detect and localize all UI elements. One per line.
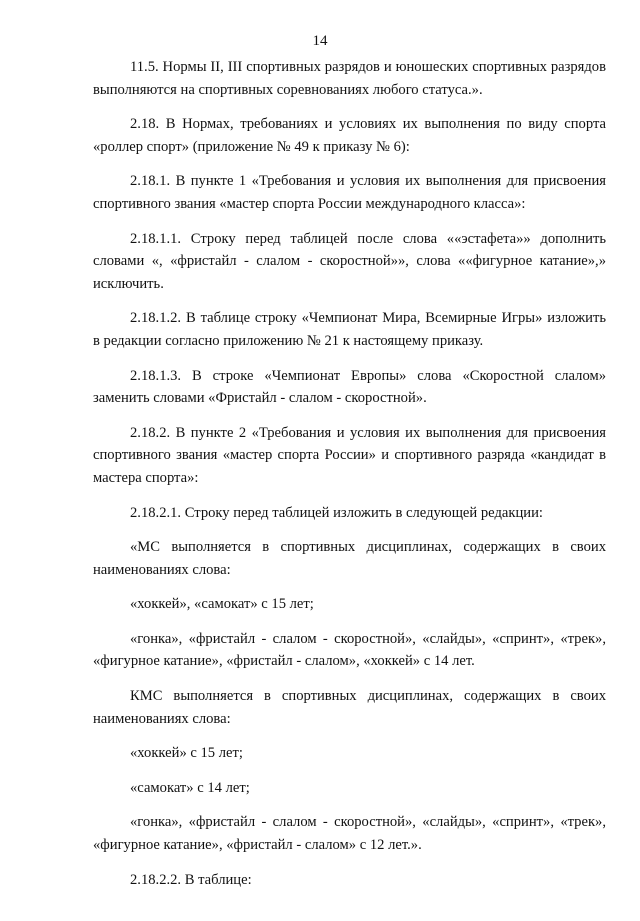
paragraph: 2.18.2.1. Строку перед таблицей изложить в следующей редакции: <box>130 504 543 521</box>
paragraph: 2.18.1.2. В таблице строку «Чемпионат Мира, Всемирные Игры» изложить в редакции согласно приложению № 21 к настоящему приказу. <box>93 310 606 349</box>
paragraph: 2.18. В Нормах, требованиях и условиях их выполнения по виду спорта «роллер спорт» (приложение № 49 к приказу № 6): <box>93 116 606 155</box>
document-body <box>93 56 606 903</box>
paragraph: «гонка», «фристайл - слалом - скоростной», «слайды», «спринт», «трек», «фигурное катание», «фристайл - слалом» с 12 лет.». <box>93 814 606 854</box>
paragraph: 2.18.1.1. Строку перед таблицей после слова ««эстафета»» дополнить словами «, «фристайл - слалом - скоростной»», слова ««фигурное катание»,» исключить. <box>93 230 606 292</box>
paragraph: 11.5. Нормы II, III спортивных разрядов и юношеских спортивных разрядов выполняются на спортивных соревнованиях любого статуса.». <box>93 59 606 98</box>
paragraph: 2.18.2. В пункте 2 «Требования и условия их выполнения для присвоения спортивного звания «мастер спорта России» и спортивного разряда «кандидат в мастера спорта»: <box>93 424 606 486</box>
page-number: 14 <box>312 33 328 49</box>
paragraph: «хоккей» с 15 лет; <box>130 745 243 762</box>
paragraph: 2.18.1. В пункте 1 «Требования и условия их выполнения для присвоения спортивного звания «мастер спорта России международного класса»: <box>93 173 606 212</box>
paragraph: «самокат» с 14 лет; <box>130 779 250 796</box>
paragraph: 2.18.1.3. В строке «Чемпионат Европы» слова «Скоростной слалом» заменить словами «Фристайл - слалом - скоростной». <box>93 367 606 407</box>
paragraph: «МС выполняется в спортивных дисциплинах, содержащих в своих наименованиях слова: <box>93 539 606 578</box>
paragraph: КМС выполняется в спортивных дисциплинах, содержащих в своих наименованиях слова: <box>93 688 606 727</box>
paragraph: «хоккей», «самокат» с 15 лет; <box>130 596 314 613</box>
paragraph: 2.18.2.2. В таблице: <box>130 871 252 888</box>
paragraph: «гонка», «фристайл - слалом - скоростной», «слайды», «спринт», «трек», «фигурное катание», «фристайл - слалом», «хоккей» с 14 лет. <box>93 630 606 670</box>
